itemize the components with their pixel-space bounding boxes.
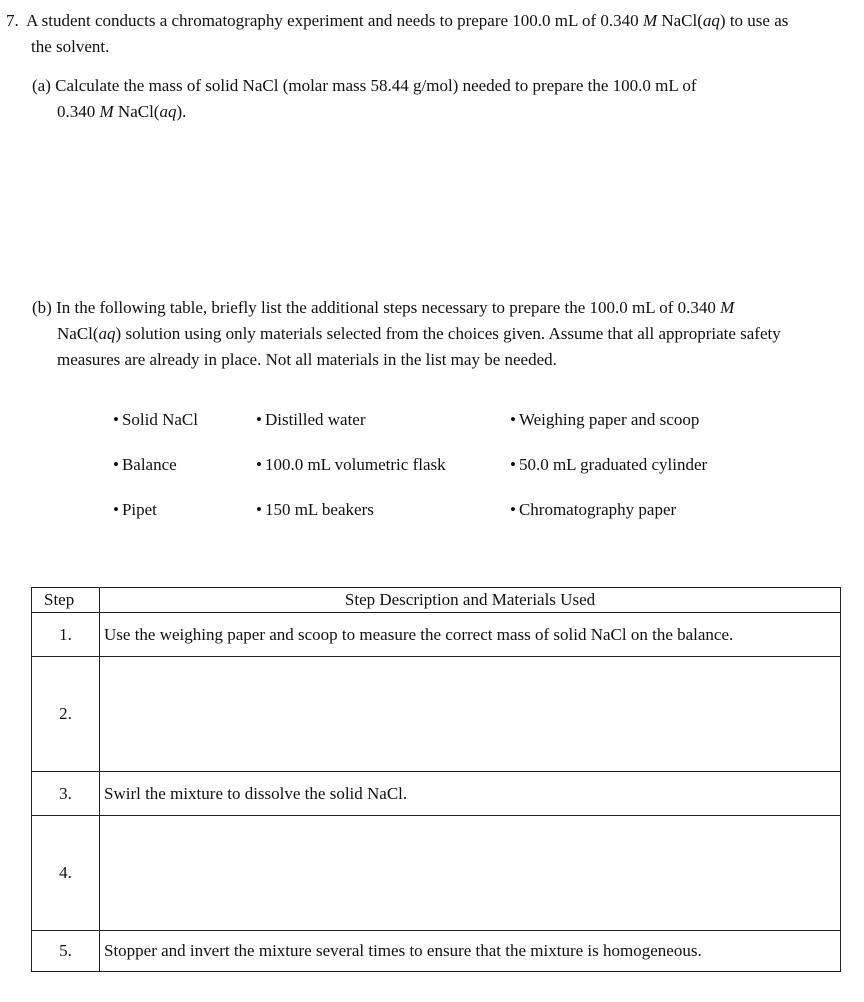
step-number: 3. [32,772,100,816]
step-number: 2. [32,657,100,772]
step-answer-cell[interactable] [100,657,841,772]
steps-table [31,587,841,972]
part-b-line-1: In the following table, briefly list the additional steps necessary to prepare the 100.0 mL of 0.340 [56,298,716,317]
step-column-header: Step [32,588,100,613]
bullet-icon: • [510,410,516,429]
material-item [113,455,177,475]
material-item [256,500,374,520]
part-b-line-2 [32,321,842,347]
bullet-icon: • [113,410,119,429]
part-a-label: (a) [32,76,51,95]
material-label: Distilled water [264,410,366,429]
part-a-formula: NaCl( [117,102,160,121]
step-description: Use the weighing paper and scoop to measure the correct mass of solid NaCl on the balance. [100,613,841,657]
step-number: 1. [32,613,100,657]
question-stem-text-1: A student conducts a chromatography experiment and needs to prepare 100.0 mL of 0.340 [26,11,639,30]
material-item [510,410,699,430]
question-stem-text-3: ) to use as [719,11,789,30]
aqueous-label: aq [159,102,177,121]
part-b-line-3: measures are already in place. Not all materials in the list may be needed. [57,350,557,369]
part-b-label: (b) [32,298,52,317]
material-item [510,500,676,520]
material-item [256,455,446,475]
aqueous-label: aq [702,11,720,30]
material-item [510,455,707,475]
bullet-icon: • [256,500,262,519]
bullet-icon: • [256,410,262,429]
material-item [256,410,366,430]
part-a-line-1: Calculate the mass of solid NaCl (molar mass 58.44 g/mol) needed to prepare the 100.0 mL of [55,76,697,95]
part-a-end: ). [176,102,187,121]
table-row [32,772,841,816]
part-a [32,73,832,125]
part-a-concentration: 0.340 [57,102,96,121]
material-label: Balance [121,455,177,474]
part-b [32,295,842,373]
material-label: Solid NaCl [121,410,198,429]
material-label: 50.0 mL graduated cylinder [518,455,708,474]
material-label: 100.0 mL volumetric flask [264,455,446,474]
question-stem-text-2: NaCl( [661,11,703,30]
question-number: 7. [6,11,19,30]
table-header-row [32,588,841,613]
table-row [32,816,841,931]
material-label: 150 mL beakers [264,500,374,519]
material-label: Chromatography paper [518,500,677,519]
material-label: Pipet [121,500,157,519]
bullet-icon: • [510,455,516,474]
step-description: Swirl the mixture to dissolve the solid NaCl. [100,772,841,816]
bullet-icon: • [113,500,119,519]
step-answer-cell[interactable] [100,816,841,931]
bullet-icon: • [510,500,516,519]
step-number: 4. [32,816,100,931]
table-row [32,613,841,657]
part-a-line-2 [32,99,832,125]
material-label: Weighing paper and scoop [518,410,700,429]
question-stem [6,8,856,60]
material-item [113,500,157,520]
table-row [32,931,841,972]
bullet-icon: • [256,455,262,474]
molarity-unit: M [642,11,658,30]
material-item [113,410,198,430]
part-b-formula: NaCl( [57,324,99,343]
bullet-icon: • [113,455,119,474]
molarity-unit: M [720,298,735,317]
description-column-header: Step Description and Materials Used [100,588,841,613]
question-stem-line-2: the solvent. [31,37,110,56]
molarity-unit: M [99,102,114,121]
part-b-text: ) solution using only materials selected from the choices given. Assume that all appropriate safety [115,324,781,343]
aqueous-label: aq [98,324,116,343]
step-description: Stopper and invert the mixture several times to ensure that the mixture is homogeneous. [100,931,841,972]
table-row [32,657,841,772]
materials-list [0,408,864,528]
step-number: 5. [32,931,100,972]
